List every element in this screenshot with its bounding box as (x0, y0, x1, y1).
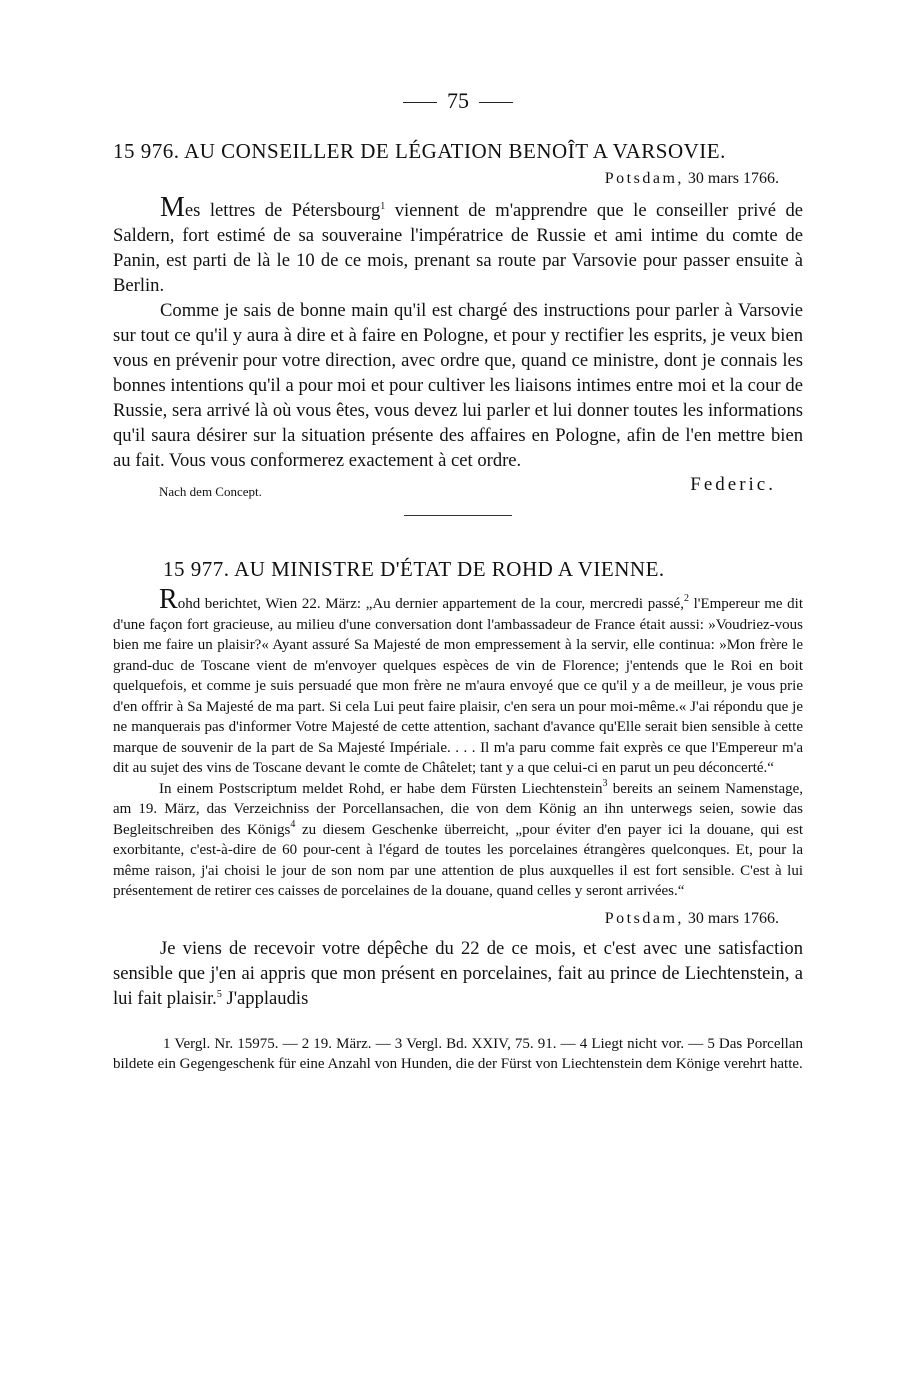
report-text: ohd berichtet, Wien 22. März: „Au dernier appartement de la cour, mercredi passé, (177, 596, 684, 612)
postscript-text: bereits an seinem Namenstage, am 19. März, das Verzeichniss der Porcellansachen, die von dem König an ihn unterwegs seien, sowie das Begleitschreiben des Königs (113, 780, 804, 838)
footnote-ref-2[interactable]: 2 (683, 593, 689, 604)
section-separator (404, 515, 512, 516)
letter-title-15976: 15 976. AU CONSEILLER DE LÉGATION BENOÎT A VARSOVIE. (113, 139, 726, 163)
left-dash-rule (403, 102, 437, 103)
footnotes: 1 Vergl. Nr. 15975. — 2 19. März. — 3 Vergl. Bd. XXIV, 75. 91. — 4 Liegt nicht vor. — 5 Das Porcellan bildete ein Gegengeschenk für eine Anzahl von Hunden, die der Fürst von Liechtenstein dem Könige verehrt hatte. (113, 1035, 803, 1072)
postscript-text: zu diesem Geschenke überreicht, „pour éviter d'en payer ici la douane, qui est exorbitante, c'est-à-dire de 60 pour-cent à l'égard de toutes les porcelaines étrangères quelconques. Et, pour la même raison, j'ai choisi le jour de son nom par une attention de plus auxquelles il est fort sensible. C'est à lui présentement de retirer ces caisses de porcelaines de la douane, quand celles y seront arrivées.“ (113, 821, 803, 899)
footnote-ref-1[interactable]: 1 (380, 201, 386, 212)
postscript-report (113, 779, 803, 902)
date-place: Potsdam, (604, 909, 684, 927)
date-place: Potsdam, (604, 170, 684, 187)
reply-text: J'applaudis (221, 987, 309, 1009)
paragraph-text: es lettres de Pétersbourg (184, 200, 381, 221)
signature-row (113, 474, 803, 504)
drop-initial: R (159, 584, 178, 615)
date-text: 30 mars 1766. (687, 909, 779, 927)
reply-paragraph (113, 936, 803, 1011)
footnote-ref-3[interactable]: 3 (602, 777, 608, 789)
postscript-text: In einem Postscriptum meldet Rohd, er habe dem Fürsten Liechtenstein (159, 780, 603, 797)
source-note: Nach dem Concept. (159, 484, 262, 499)
drop-initial: M (160, 192, 185, 223)
page-number-header (113, 86, 803, 116)
book-page (113, 86, 803, 1074)
footnote-ref-4[interactable]: 4 (290, 818, 296, 830)
report-text: l'Empereur me dit d'une façon fort gracieuse, au milieu d'une conversation dont l'ambassadeur de France était aussi: »Voudriez-vous bien me faire un plaisir?« Ayant assuré Sa Majesté de mon empressement à la servir, elle continua: »Mon frère le grand-duc de Toscane vient de m'envoyer quelques espèces de vin de Florence; j'entends que le Roi en boit quelquefois, et comme je suis persuadé que mon frère ne m'aura envoyé que ce qu'il y a de meilleur, je vous prie d'en offrir à Sa Majesté de ma part. Si cela Lui peut faire plaisir, c'en sera un pour moi-même.« J'ai répondu que je ne manquerais pas d'informer Votre Majesté de cette attention, sachant d'avance qu'Elle serait bien sensible à cette marque de souvenir de la part de Sa Majesté Impériale. . . . Il m'a paru comme fait exprès ce que l'Empereur m'a dit au sujet des vins de Toscane devant le comte de Châtelet; tant y a que celui-ci en parut un peu déconcerté.“ (113, 596, 803, 776)
footnote-ref-5[interactable]: 5 (216, 988, 222, 1000)
right-dash-rule (479, 102, 513, 103)
letter-date-15976 (113, 168, 779, 190)
signature: Federic. (690, 474, 776, 495)
page-number: 75 (447, 88, 469, 113)
letter-date-15977 (113, 908, 779, 930)
letter-paragraph-1 (113, 192, 804, 298)
date-text: 30 mars 1766. (687, 170, 779, 187)
paragraph-text: viennent de m'apprendre que le conseiller privé de Saldern, fort estimé de sa souveraine l'impératrice de Russie et ami intime du comte de Panin, est parti de là le 10 de ce mois, prenant sa route par Varsovie pour passer ensuite à Berlin. (113, 200, 804, 296)
letter-paragraph-2: Comme je sais de bonne main qu'il est chargé des instructions pour parler à Varsovie sur tout ce qu'il y aura à dire et à faire en Pologne, et pour y rectifier les esprits, je veux bien vous en prévenir pour votre direction, avec ordre que, quand ce ministre, dont je connais les bonnes intentions qu'il a pour moi et pour cultiver les liaisons intimes entre moi et la cour de Russie, sera arrivé là où vous êtes, vous devez lui parler et lui donner toutes les informations qu'il saura désirer sur la situation présente des affaires en Pologne, afin de l'en mettre bien au fait. Vous vous conformerez exactement à cet ordre. (113, 300, 803, 471)
rohd-report (113, 584, 803, 779)
reply-text: Je viens de recevoir votre dépêche du 22 de ce mois, et c'est avec une satisfaction sensible que j'en ai appris que mon présent en porcelaines, fait au prince de Liechtenstein, a lui fait plaisir. (113, 937, 803, 1009)
letter-title-15977: 15 977. AU MINISTRE D'ÉTAT DE ROHD A VIENNE. (163, 557, 665, 581)
